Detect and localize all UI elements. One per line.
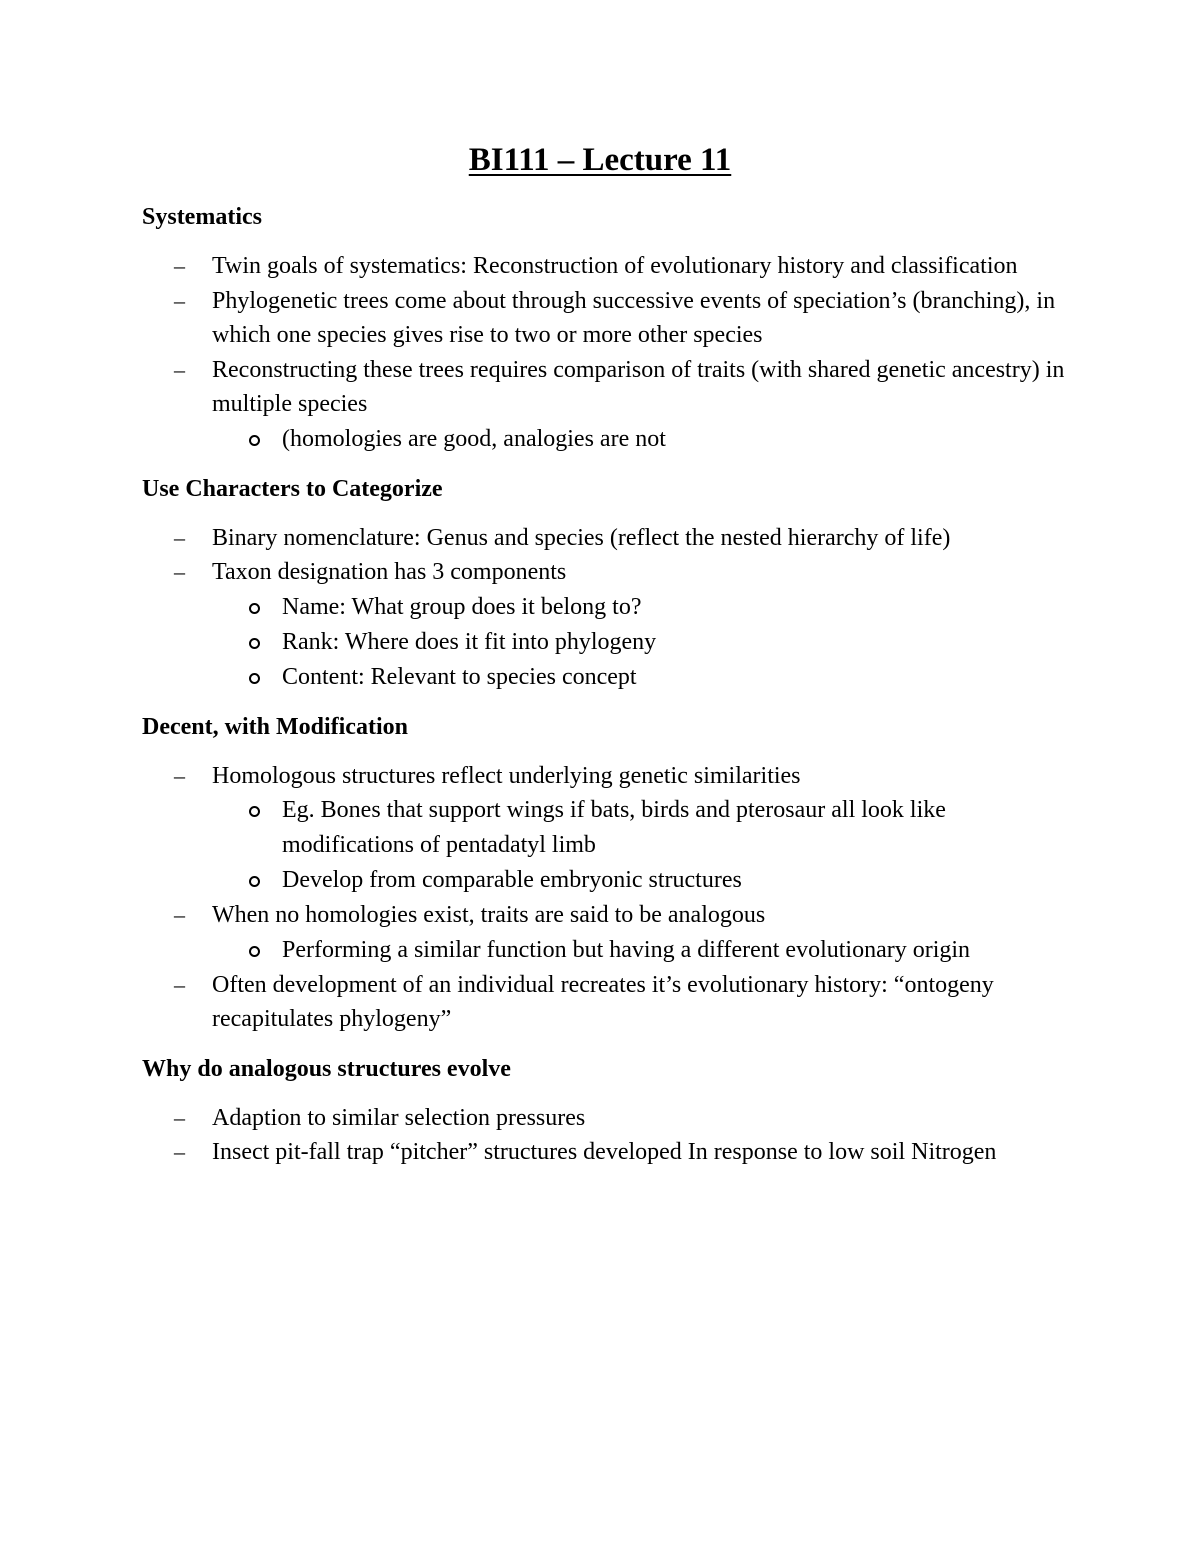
circle-bullet-icon (249, 638, 260, 649)
list-item-text: Binary nomenclature: Genus and species (reflect the nested hierarchy of life) (212, 524, 951, 551)
dash-bullet-icon: – (174, 253, 185, 278)
sub-list-item-text: Name: What group does it belong to? (282, 593, 642, 620)
sub-list-item-text: Content: Relevant to species concept (282, 663, 637, 690)
sub-bullet-list (212, 422, 1072, 457)
notes-content (142, 200, 1072, 1185)
bullet-list (142, 521, 1072, 695)
section-decent-with-modification (142, 710, 1072, 1037)
section-heading: Decent, with Modification (142, 713, 408, 740)
page-title: BI111 – Lecture 11 (468, 142, 732, 178)
dash-bullet-icon: – (174, 971, 185, 997)
list-item-text: Adaption to similar selection pressures (212, 1104, 586, 1131)
circle-bullet-icon (249, 946, 260, 957)
list-item (142, 1135, 1072, 1170)
sub-list-item-text: Performing a similar function but having a different evolutionary origin (282, 936, 971, 963)
list-item (142, 555, 1072, 695)
list-item (142, 898, 1072, 968)
sub-list-item (212, 933, 1072, 968)
dash-bullet-icon: – (174, 524, 185, 550)
list-item-text: Homologous structures reflect underlying genetic similarities (212, 762, 801, 789)
bullet-list (142, 249, 1072, 457)
circle-bullet-icon (249, 435, 260, 446)
list-item-text: Taxon designation has 3 components (212, 559, 567, 585)
list-item-text: Reconstructing these trees requires comparison of traits (with shared genetic ancestry) in multiple species (212, 356, 1065, 417)
list-item (142, 968, 1072, 1037)
list-item (142, 284, 1072, 353)
list-item-text: Twin goals of systematics: Reconstruction of evolutionary history and classification (212, 253, 1018, 279)
dash-bullet-icon: – (174, 287, 185, 313)
circle-bullet-icon (249, 876, 260, 887)
list-item (142, 521, 1072, 556)
dash-bullet-icon: – (174, 356, 185, 382)
circle-bullet-icon (249, 603, 260, 614)
section-heading: Use Characters to Categorize (142, 475, 443, 502)
sub-bullet-list (212, 590, 1072, 695)
circle-bullet-icon (249, 806, 260, 817)
sub-list-item-text: (homologies are good, analogies are not (282, 425, 666, 452)
sub-list-item-text: Rank: Where does it fit into phylogeny (282, 628, 657, 655)
sub-list-item-text: Develop from comparable embryonic structures (282, 867, 742, 893)
sub-list-item (212, 863, 1072, 898)
list-item-text: Phylogenetic trees come about through successive events of speciation’s (branching), in which one species gives rise to two or more other species (212, 287, 1056, 348)
section-heading: Systematics (142, 204, 262, 230)
list-item-text: Insect pit-fall trap “pitcher” structures developed In response to low soil Nitrogen (212, 1139, 997, 1165)
sub-list-item-text: Eg. Bones that support wings if bats, birds and pterosaur all look like modifications of pentadatyl limb (282, 797, 946, 858)
circle-bullet-icon (249, 673, 260, 684)
sub-list-item (212, 793, 1072, 863)
section-use-characters (142, 472, 1072, 695)
sub-list-item (212, 590, 1072, 625)
section-analogous-structures (142, 1052, 1072, 1170)
list-item (142, 1101, 1072, 1136)
bullet-list (142, 1101, 1072, 1170)
section-systematics (142, 200, 1072, 457)
dash-bullet-icon: – (174, 902, 185, 927)
list-item (142, 759, 1072, 899)
sub-list-item (212, 625, 1072, 660)
list-item-text: Often development of an individual recreates it’s evolutionary history: “ontogeny recapitulates phylogeny” (212, 971, 994, 1032)
bullet-list (142, 759, 1072, 1037)
dash-bullet-icon: – (174, 762, 185, 788)
sub-list-item (212, 422, 1072, 457)
dash-bullet-icon: – (174, 1139, 185, 1164)
sub-bullet-list (212, 933, 1072, 968)
dash-bullet-icon: – (174, 559, 185, 584)
sub-list-item (212, 660, 1072, 695)
list-item-text: When no homologies exist, traits are said to be analogous (212, 902, 766, 928)
section-heading: Why do analogous structures evolve (142, 1055, 511, 1082)
dash-bullet-icon: – (174, 1104, 185, 1130)
list-item (142, 353, 1072, 457)
sub-bullet-list (212, 793, 1072, 898)
list-item (142, 249, 1072, 284)
